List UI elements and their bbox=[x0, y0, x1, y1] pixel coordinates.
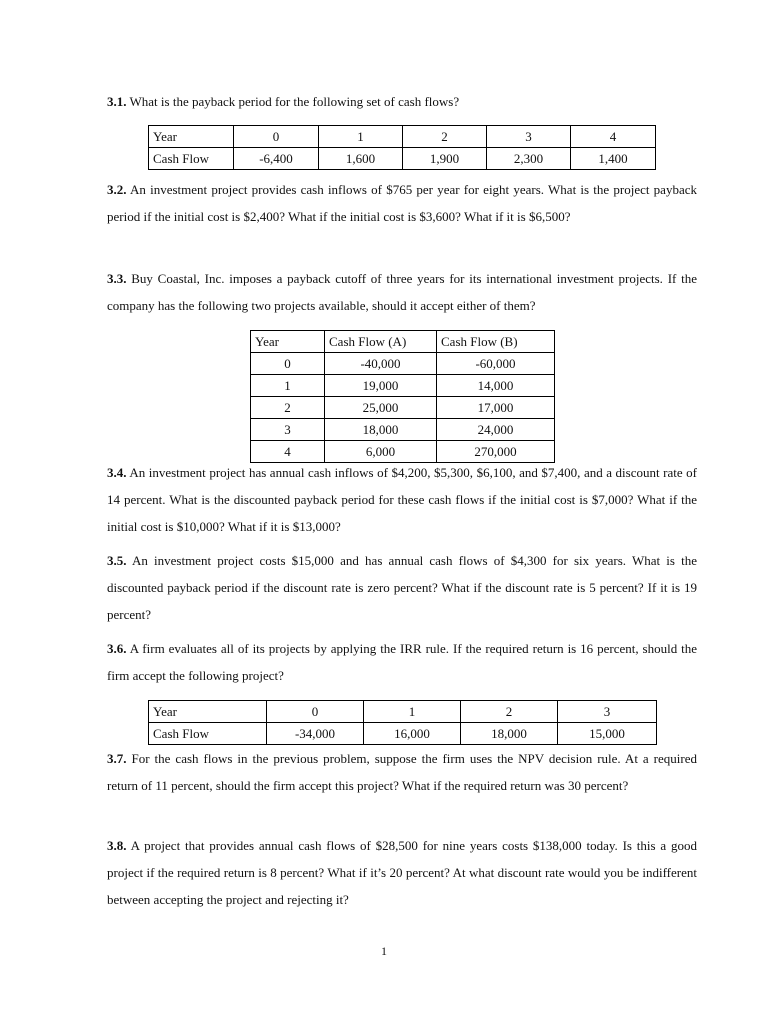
table-cell: 1,400 bbox=[571, 148, 656, 170]
table-cell: 24,000 bbox=[437, 419, 555, 441]
table-cell: 3 bbox=[558, 701, 657, 723]
table-cell: 0 bbox=[267, 701, 364, 723]
table-cell: 3 bbox=[487, 126, 571, 148]
table-cell: 19,000 bbox=[325, 375, 437, 397]
table-cell: 1 bbox=[364, 701, 461, 723]
table-cell: Cash Flow bbox=[149, 723, 267, 745]
table-cell: Year bbox=[149, 126, 234, 148]
table-cell: 17,000 bbox=[437, 397, 555, 419]
table-cell: 3 bbox=[251, 419, 325, 441]
table-cell: 18,000 bbox=[461, 723, 558, 745]
table-cell: -40,000 bbox=[325, 353, 437, 375]
table-row bbox=[251, 397, 555, 419]
question-number: 3.4. bbox=[107, 465, 127, 480]
cash-flow-table-3-1 bbox=[148, 125, 656, 170]
question-number: 3.6. bbox=[107, 641, 127, 656]
table-cell: 18,000 bbox=[325, 419, 437, 441]
table-row bbox=[251, 331, 555, 353]
question-3-2 bbox=[107, 176, 697, 230]
question-number: 3.5. bbox=[107, 553, 127, 568]
question-text: An investment project costs $15,000 and has annual cash flows of $4,300 for six years. What is the discounted payback period if the discount rate is zero percent? What if the discount rate is 5 percent? If it is 19 percent? bbox=[107, 553, 697, 622]
table-cell: 1,900 bbox=[403, 148, 487, 170]
table-cell: Cash Flow bbox=[149, 148, 234, 170]
question-text: What is the payback period for the following set of cash flows? bbox=[126, 94, 460, 109]
question-number: 3.3. bbox=[107, 271, 127, 286]
question-text: An investment project has annual cash inflows of $4,200, $5,300, $6,100, and $7,400, and a discount rate of 14 percent. What is the discounted payback period for these cash flows if the initial cost is $7,000? What if the initial cost is $10,000? What if it is $13,000? bbox=[107, 465, 697, 534]
table-cell: Cash Flow (A) bbox=[325, 331, 437, 353]
table-row bbox=[149, 723, 657, 745]
question-text: Buy Coastal, Inc. imposes a payback cutoff of three years for its international investment projects. If the company has the following two projects available, should it accept either of them? bbox=[107, 271, 697, 313]
question-text: A firm evaluates all of its projects by applying the IRR rule. If the required return is 16 percent, should the firm accept the following project? bbox=[107, 641, 697, 683]
table-row bbox=[251, 353, 555, 375]
table-cell: 1 bbox=[319, 126, 403, 148]
table-cell: 4 bbox=[251, 441, 325, 463]
table-cell: 16,000 bbox=[364, 723, 461, 745]
table-cell: 4 bbox=[571, 126, 656, 148]
table-cell: Cash Flow (B) bbox=[437, 331, 555, 353]
table-cell: 15,000 bbox=[558, 723, 657, 745]
table-cell: Year bbox=[251, 331, 325, 353]
table-cell: 2 bbox=[251, 397, 325, 419]
table-cell: 25,000 bbox=[325, 397, 437, 419]
table-row bbox=[149, 701, 657, 723]
table-cell: 0 bbox=[234, 126, 319, 148]
table-row bbox=[251, 375, 555, 397]
table-cell: 14,000 bbox=[437, 375, 555, 397]
question-3-5 bbox=[107, 547, 697, 628]
question-text: An investment project provides cash inflows of $765 per year for eight years. What is the project payback period if the initial cost is $2,400? What if the initial cost is $3,600? What if it is $6,500? bbox=[107, 182, 697, 224]
table-cell: 1 bbox=[251, 375, 325, 397]
table-cell: 2 bbox=[461, 701, 558, 723]
cash-flow-table-3-6 bbox=[148, 700, 657, 745]
table-cell: 2 bbox=[403, 126, 487, 148]
question-number: 3.1. bbox=[107, 94, 127, 109]
question-3-7 bbox=[107, 745, 697, 799]
table-cell: -6,400 bbox=[234, 148, 319, 170]
cash-flow-table-3-3 bbox=[250, 330, 555, 463]
table-row bbox=[251, 419, 555, 441]
question-3-6 bbox=[107, 635, 697, 689]
table-cell: Year bbox=[149, 701, 267, 723]
table-cell: -34,000 bbox=[267, 723, 364, 745]
question-3-4 bbox=[107, 459, 697, 540]
page-number: 1 bbox=[381, 944, 387, 958]
question-number: 3.8. bbox=[107, 838, 127, 853]
question-3-1 bbox=[107, 88, 697, 115]
table-cell: 1,600 bbox=[319, 148, 403, 170]
table-cell: -60,000 bbox=[437, 353, 555, 375]
table-row bbox=[149, 126, 656, 148]
table-row bbox=[149, 148, 656, 170]
question-text: For the cash flows in the previous problem, suppose the firm uses the NPV decision rule. At a required return of 11 percent, should the firm accept this project? What if the required return was 30 percent? bbox=[107, 751, 697, 793]
question-number: 3.2. bbox=[107, 182, 127, 197]
table-cell: 2,300 bbox=[487, 148, 571, 170]
question-text: A project that provides annual cash flows of $28,500 for nine years costs $138,000 today. Is this a good project if the required return is 8 percent? What if it’s 20 percent? At what discount rate would you be indifferent between accepting the project and rejecting it? bbox=[107, 838, 697, 907]
table-cell: 0 bbox=[251, 353, 325, 375]
question-3-8 bbox=[107, 832, 697, 913]
question-3-3 bbox=[107, 265, 697, 319]
question-number: 3.7. bbox=[107, 751, 127, 766]
table-cell: 6,000 bbox=[325, 441, 437, 463]
table-cell: 270,000 bbox=[437, 441, 555, 463]
